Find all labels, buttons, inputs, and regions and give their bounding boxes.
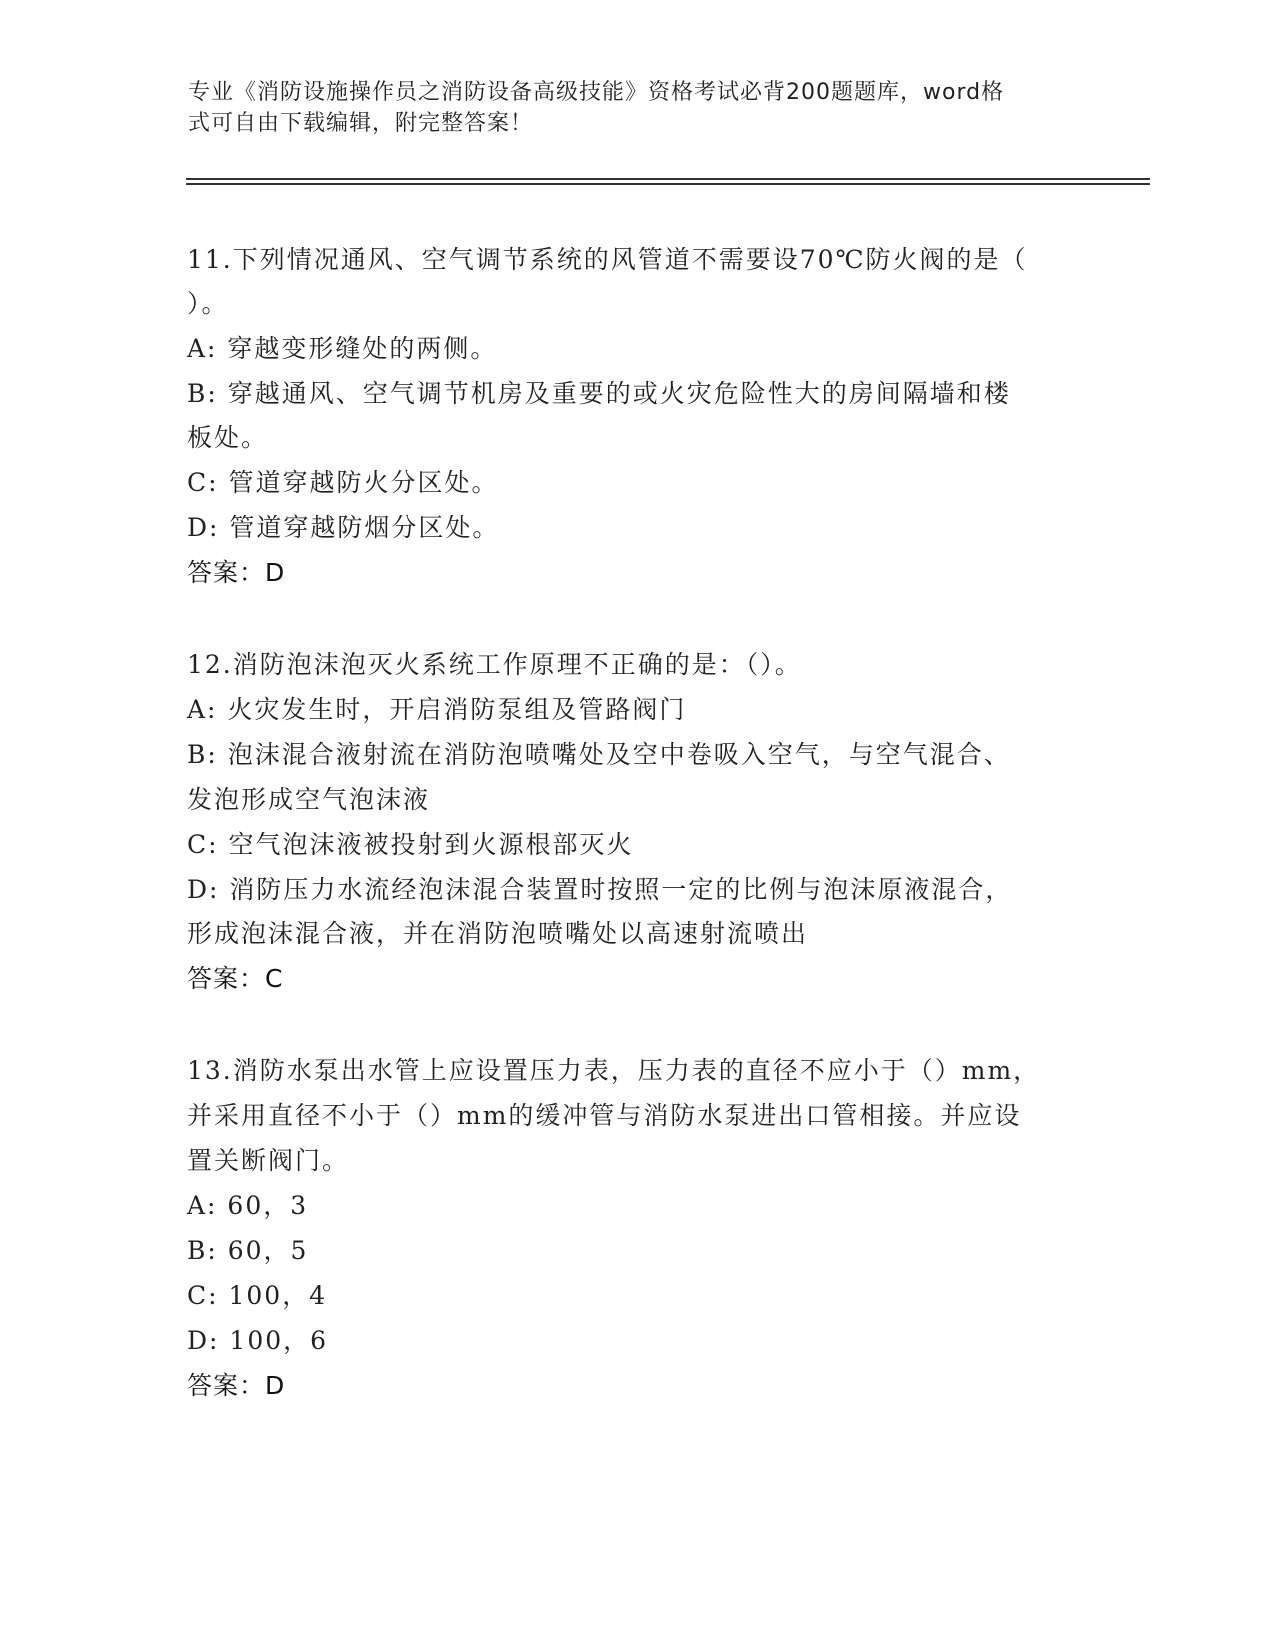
option-b: B: 泡沫混合液射流在消防泡喷嘴处及空中卷吸入空气，与空气混合、 <box>187 740 1011 769</box>
document-header-line-1: 专业《消防设施操作员之消防设备高级技能》资格考试必背200题题库，word格 <box>188 80 1005 105</box>
option-b-continued: 板处。 <box>187 423 269 452</box>
option-d: D: 消防压力水流经泡沫混合装置时按照一定的比例与泡沫原液混合， <box>187 875 1013 904</box>
document-header-line-2: 式可自由下载编辑，附完整答案！ <box>188 111 534 136</box>
option-d: D: 100，6 <box>187 1326 329 1355</box>
question-stem-line: ）。 <box>187 289 229 318</box>
option-a: A: 穿越变形缝处的两侧。 <box>187 334 498 363</box>
option-c: C: 空气泡沫液被投射到火源根部灭火 <box>187 830 634 859</box>
answer-label: 答案：C <box>187 964 284 993</box>
question-stem-line: 13.消防水泵出水管上应设置压力表，压力表的直径不应小于（）mm， <box>187 1056 1041 1085</box>
question-stem-line: 置关断阀门。 <box>187 1146 350 1175</box>
question-stem-line: 并采用直径不小于（）mm的缓冲管与消防水泵进出口管相接。并应设 <box>187 1101 1022 1130</box>
question-stem-line: 11.下列情况通风、空气调节系统的风管道不需要设70℃防火阀的是（ <box>187 245 1028 274</box>
option-a: A: 火灾发生时，开启消防泵组及管路阀门 <box>187 695 687 724</box>
option-c: C: 管道穿越防火分区处。 <box>187 468 499 497</box>
option-d: D: 管道穿越防烟分区处。 <box>187 513 500 542</box>
option-a: A: 60，3 <box>187 1191 309 1220</box>
answer-label: 答案：D <box>187 1371 286 1400</box>
question-stem-line: 12.消防泡沫泡灭火系统工作原理不正确的是：（）。 <box>187 650 802 679</box>
option-b: B: 穿越通风、空气调节机房及重要的或火灾危险性大的房间隔墙和楼 <box>187 379 1011 408</box>
option-c: C: 100，4 <box>187 1281 328 1310</box>
header-rule-bottom <box>186 183 1150 185</box>
option-d-continued: 形成泡沫混合液，并在消防泡喷嘴处以高速射流喷出 <box>187 919 809 948</box>
option-b-continued: 发泡形成空气泡沫液 <box>187 785 431 814</box>
answer-label: 答案：D <box>187 558 286 587</box>
header-rule-top <box>186 178 1150 180</box>
option-b: B: 60，5 <box>187 1236 309 1265</box>
